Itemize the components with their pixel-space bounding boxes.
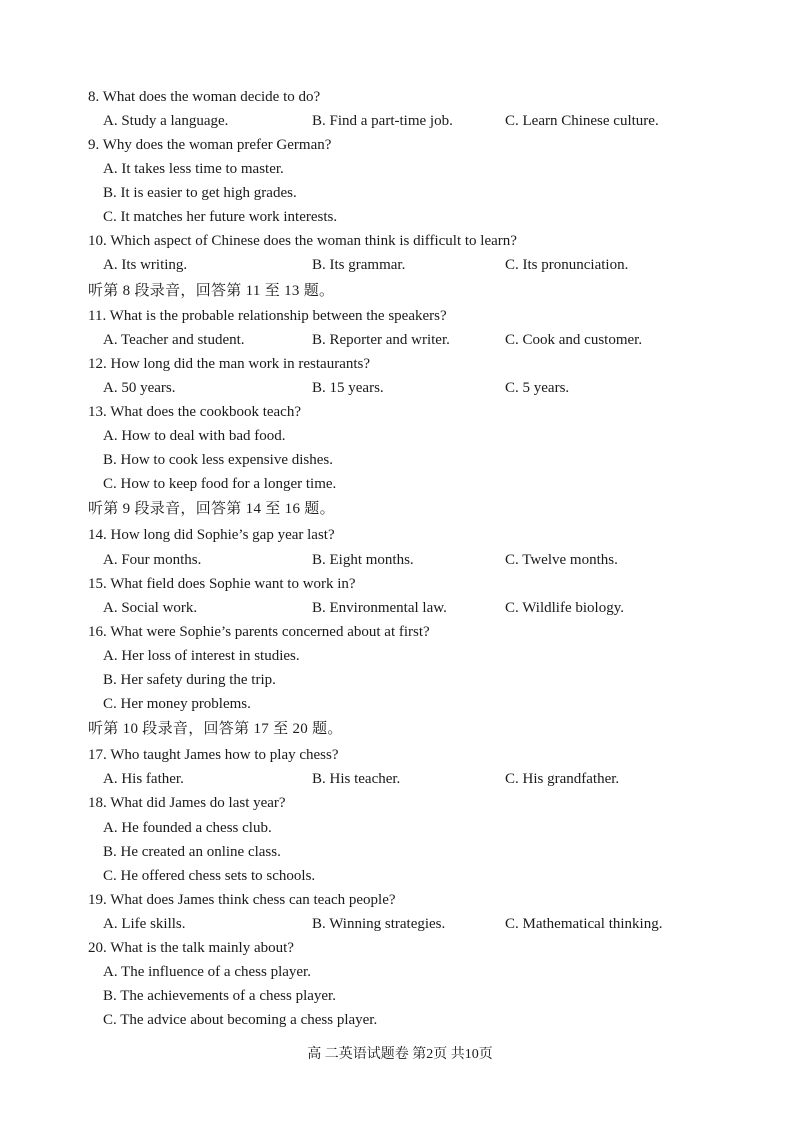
option-c: C. Wildlife biology. (505, 600, 624, 616)
question-9: 9. Why does the woman prefer German? (88, 137, 332, 153)
question-8-options (0, 110, 800, 132)
option-b: B. Reporter and writer. (312, 332, 450, 348)
option-b: B. Find a part-time job. (312, 113, 453, 129)
question-11-options (0, 329, 800, 351)
question-19-options (0, 913, 800, 935)
option-c: C. Her money problems. (103, 696, 251, 712)
question-15-options (0, 597, 800, 619)
option-b: B. Her safety during the trip. (103, 672, 276, 688)
option-b: B. Its grammar. (312, 257, 406, 273)
question-15: 15. What field does Sophie want to work in? (88, 576, 356, 592)
question-19: 19. What does James think chess can teach people? (88, 892, 396, 908)
question-14: 14. How long did Sophie’s gap year last? (88, 527, 335, 543)
option-a: A. Life skills. (103, 916, 186, 932)
option-a: A. Social work. (103, 600, 198, 616)
question-17-options (0, 768, 800, 790)
question-20: 20. What is the talk mainly about? (88, 940, 294, 956)
option-c: C. Cook and customer. (505, 332, 643, 348)
option-b: B. It is easier to get high grades. (103, 185, 297, 201)
option-b: B. Eight months. (312, 552, 414, 568)
option-c: C. He offered chess sets to schools. (103, 868, 316, 884)
option-a: A. How to deal with bad food. (103, 428, 286, 444)
option-c: C. Its pronunciation. (505, 257, 629, 273)
option-c: C. It matches her future work interests. (103, 209, 338, 225)
option-b: B. Environmental law. (312, 600, 447, 616)
option-c: C. How to keep food for a longer time. (103, 476, 337, 492)
option-a: A. It takes less time to master. (103, 161, 284, 177)
page-footer: 高 二英语试题卷 第2页 共10页 (307, 1047, 493, 1062)
section-heading-9: 听第 9 段录音，回答第 14 至 16 题。 (88, 501, 335, 517)
section-heading-10: 听第 10 段录音，回答第 17 至 20 题。 (88, 721, 343, 737)
option-a: A. Study a language. (103, 113, 229, 129)
option-c: C. Learn Chinese culture. (505, 113, 659, 129)
question-12: 12. How long did the man work in restaurants? (88, 356, 371, 372)
question-14-options (0, 549, 800, 571)
question-10: 10. Which aspect of Chinese does the woman think is difficult to learn? (88, 233, 517, 249)
option-a: A. Its writing. (103, 257, 188, 273)
option-b: B. Winning strategies. (312, 916, 446, 932)
option-a: A. Teacher and student. (103, 332, 245, 348)
option-c: C. Twelve months. (505, 552, 618, 568)
option-c: C. The advice about becoming a chess player. (103, 1012, 378, 1028)
question-13: 13. What does the cookbook teach? (88, 404, 301, 420)
option-c: C. Mathematical thinking. (505, 916, 663, 932)
option-a: A. His father. (103, 771, 184, 787)
question-11: 11. What is the probable relationship between the speakers? (88, 308, 447, 324)
option-a: A. 50 years. (103, 380, 176, 396)
question-10-options (0, 254, 800, 276)
option-b: B. His teacher. (312, 771, 401, 787)
option-b: B. He created an online class. (103, 844, 281, 860)
section-heading-8: 听第 8 段录音，回答第 11 至 13 题。 (88, 283, 335, 299)
option-a: A. He founded a chess club. (103, 820, 272, 836)
question-17: 17. Who taught James how to play chess? (88, 747, 339, 763)
option-b: B. The achievements of a chess player. (103, 988, 336, 1004)
question-8: 8. What does the woman decide to do? (88, 89, 321, 105)
question-18: 18. What did James do last year? (88, 795, 286, 811)
option-b: B. 15 years. (312, 380, 384, 396)
option-b: B. How to cook less expensive dishes. (103, 452, 333, 468)
option-a: A. Four months. (103, 552, 202, 568)
option-c: C. His grandfather. (505, 771, 620, 787)
option-a: A. Her loss of interest in studies. (103, 648, 300, 664)
question-12-options (0, 377, 800, 399)
option-a: A. The influence of a chess player. (103, 964, 311, 980)
question-16: 16. What were Sophie’s parents concerned about at first? (88, 624, 430, 640)
option-c: C. 5 years. (505, 380, 570, 396)
